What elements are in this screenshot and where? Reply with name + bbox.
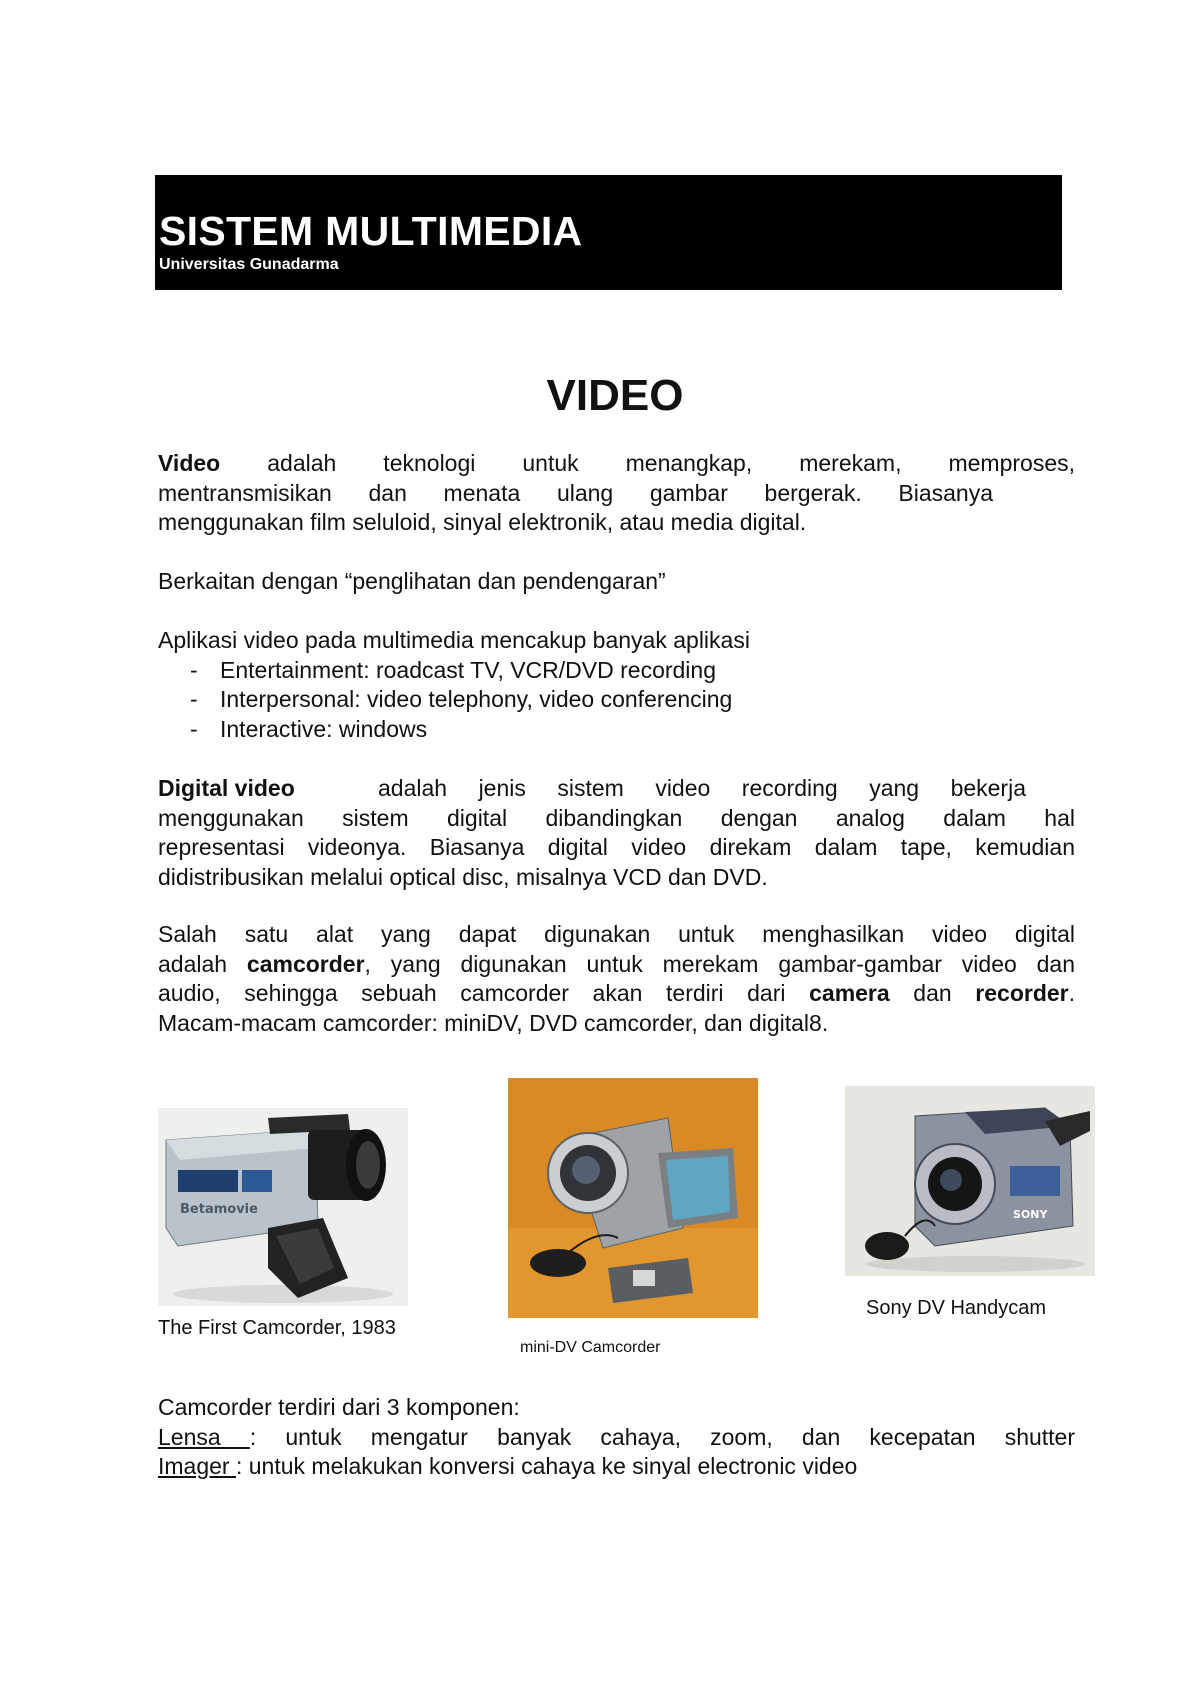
applications-intro: Aplikasi video pada multimedia mencakup banyak aplikasi [158,627,750,653]
digital-video-line-1: Digital video adalah jenis sistem video recording yang bekerja [158,774,1075,804]
components-intro: Camcorder terdiri dari 3 komponen: [158,1394,520,1420]
definition-line-2: mentransmisikan dan menata ulang gambar bergerak. Biasanya [158,479,993,506]
applications-section [158,626,1075,744]
components-section [158,1393,1075,1482]
banner-title: SISTEM MULTIMEDIA [159,208,583,254]
applications-list [158,656,1075,745]
banner-subtitle: Universitas Gunadarma [159,256,339,273]
figure-caption: The First Camcorder, 1983 [158,1317,396,1339]
header-banner [155,175,1062,290]
digital-video-line-4: didistribusikan melalui optical disc, misalnya VCD dan DVD. [158,863,768,890]
digital-video-paragraph [158,774,1075,892]
first-camcorder-photo [158,1108,408,1306]
list-item: - Interactive: windows [158,715,1075,745]
digital-video-line-2: menggunakan sistem digital dibandingkan dengan analog dalam hal [158,804,1075,831]
betamovie-label: Betamovie [180,1202,258,1217]
camcorder-line-1: Salah satu alat yang dapat digunakan untuk menghasilkan video digital [158,921,1075,947]
digital-video-line-3: representasi videonya. Biasanya digital video direkam dalam tape, kemudian [158,834,1075,860]
digital-video-term: Digital video [158,775,295,801]
page-title: VIDEO [546,371,684,420]
camcorder-line-3: audio, sehingga sebuah camcorder akan terdiri dari camera dan recorder. [158,980,1075,1006]
camcorder-line-4: Macam-macam camcorder: miniDV, DVD camcorder, dan digital8. [158,1009,829,1036]
imager-term: Imager [158,1453,236,1479]
lensa-term: Lensa [158,1423,250,1450]
list-item: - Interpersonal: video telephony, video conferencing [158,685,1075,715]
figure-caption: Sony DV Handycam [866,1297,1047,1319]
component-imager: Imager : untuk melakukan konversi cahaya ke sinyal electronic video [158,1453,858,1479]
sony-handycam-photo [845,1086,1095,1276]
camcorder-line-2: adalah camcorder, yang digunakan untuk merekam gambar-gambar video dan [158,950,1075,977]
definition-paragraph [158,449,1075,538]
component-lensa: Lensa : untuk mengatur banyak cahaya, zoom, dan kecepatan shutter [158,1423,1076,1450]
definition-line-3: menggunakan film seluloid, sinyal elektronik, atau media digital. [158,509,807,535]
figure-caption: mini-DV Camcorder [520,1339,661,1356]
sony-label: SONY [1013,1208,1048,1221]
definition-term: Video [158,450,221,476]
relation-text: Berkaitan dengan “penglihatan dan pendengaran” [158,568,666,594]
minidv-camcorder-photo [508,1078,758,1318]
list-item: - Entertainment: roadcast TV, VCR/DVD recording [158,656,1075,686]
camcorder-paragraph [158,920,1075,1038]
definition-line-1: Video adalah teknologi untuk menangkap, merekam, memproses, [158,450,1076,476]
